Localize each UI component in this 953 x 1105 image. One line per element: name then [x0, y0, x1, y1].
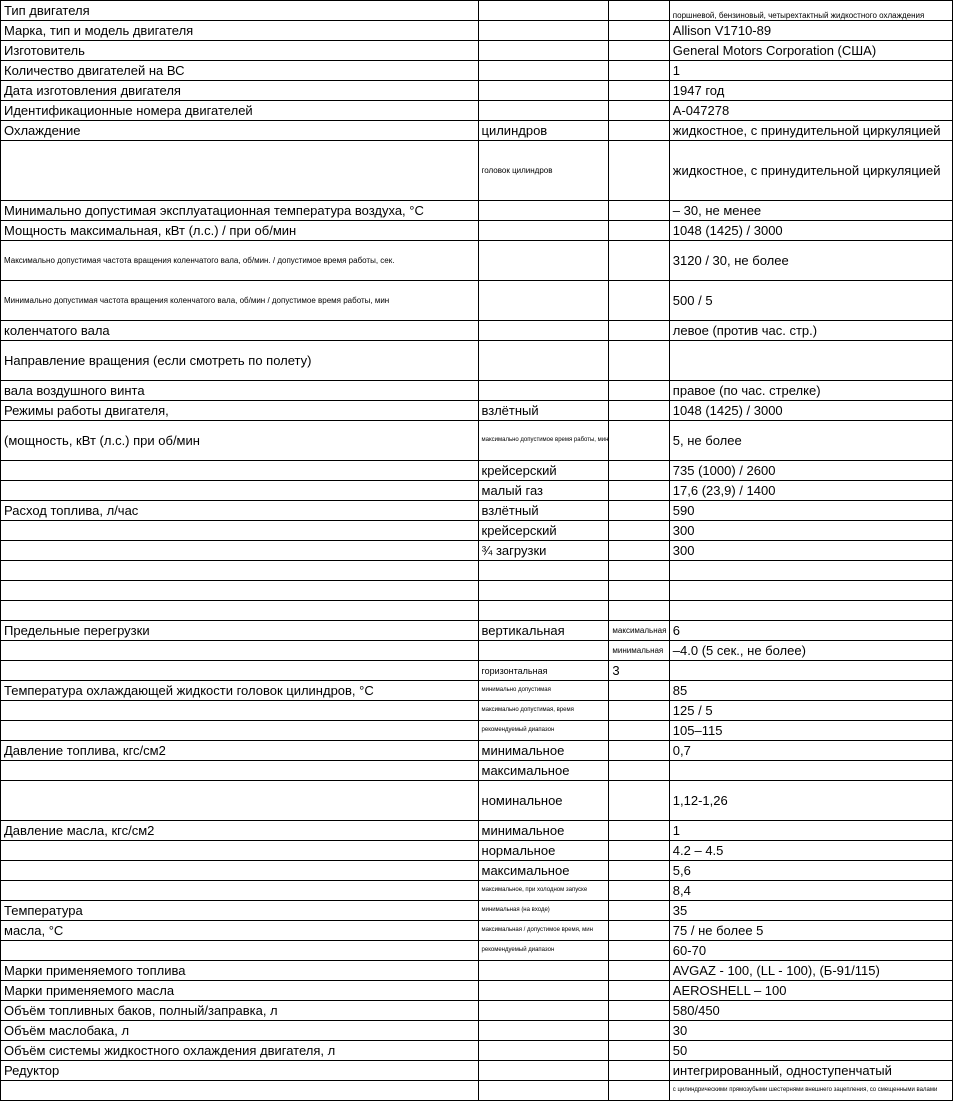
value-cell: 60-70	[669, 941, 952, 961]
sub-label-cell: взлётный	[478, 501, 609, 521]
label-cell: Объём системы жидкостного охлаждения двигателя, л	[1, 1041, 479, 1061]
mode-cell	[609, 221, 669, 241]
mode-cell	[609, 841, 669, 861]
value-cell: AVGAZ - 100, (LL - 100), (Б-91/115)	[669, 961, 952, 981]
value-cell: правое (по час. стрелке)	[669, 381, 952, 401]
label-cell	[1, 481, 479, 501]
label-cell: Количество двигателей на ВС	[1, 61, 479, 81]
spec-row	[1, 841, 953, 861]
label-cell: Охлаждение	[1, 121, 479, 141]
mode-cell	[609, 741, 669, 761]
mode-cell	[609, 421, 669, 461]
spec-row	[1, 721, 953, 741]
mode-cell	[609, 1001, 669, 1021]
spec-row	[1, 981, 953, 1001]
sub-label-cell: головок цилиндров	[478, 141, 609, 201]
spec-row	[1, 501, 953, 521]
label-cell: Расход топлива, л/час	[1, 501, 479, 521]
spec-row	[1, 141, 953, 201]
label-cell: (мощность, кВт (л.с.) при об/мин	[1, 421, 479, 461]
mode-cell	[609, 941, 669, 961]
label-cell: Мощность максимальная, кВт (л.с.) / при об/мин	[1, 221, 479, 241]
sub-label-cell	[478, 1081, 609, 1101]
label-cell: Температура охлаждающей жидкости головок цилиндров, °С	[1, 681, 479, 701]
mode-cell	[609, 381, 669, 401]
label-cell: Минимально допустимая частота вращения коленчатого вала, об/мин / допустимое время работы, мин	[1, 281, 479, 321]
label-cell	[1, 761, 479, 781]
label-cell	[1, 781, 479, 821]
mode-cell	[609, 61, 669, 81]
value-cell	[669, 661, 952, 681]
sub-label-cell: рекомендуемый диапазон	[478, 721, 609, 741]
sub-label-cell	[478, 321, 609, 341]
sub-label-cell: минимально допустимая	[478, 681, 609, 701]
label-cell	[1, 881, 479, 901]
value-cell: 300	[669, 521, 952, 541]
value-cell: 1	[669, 61, 952, 81]
spec-row	[1, 581, 953, 601]
spec-row	[1, 41, 953, 61]
value-cell	[669, 561, 952, 581]
spec-row	[1, 921, 953, 941]
mode-cell	[609, 981, 669, 1001]
mode-cell	[609, 121, 669, 141]
spec-row	[1, 781, 953, 821]
value-cell: 500 / 5	[669, 281, 952, 321]
sub-label-cell	[478, 81, 609, 101]
value-cell: 5,6	[669, 861, 952, 881]
spec-row	[1, 601, 953, 621]
sub-label-cell: вертикальная	[478, 621, 609, 641]
spec-row	[1, 341, 953, 381]
label-cell: вала воздушного винта	[1, 381, 479, 401]
value-cell: с цилиндрическими прямозубыми шестернями внешнего зацепления, со смещенными валами	[669, 1081, 952, 1101]
mode-cell	[609, 861, 669, 881]
mode-cell	[609, 81, 669, 101]
value-cell: 3120 / 30, не более	[669, 241, 952, 281]
sub-label-cell: крейсерский	[478, 521, 609, 541]
value-cell: –4.0 (5 сек., не более)	[669, 641, 952, 661]
mode-cell	[609, 701, 669, 721]
sub-label-cell	[478, 581, 609, 601]
label-cell	[1, 641, 479, 661]
spec-row	[1, 1041, 953, 1061]
label-cell	[1, 141, 479, 201]
value-cell: левое (против час. стр.)	[669, 321, 952, 341]
spec-row	[1, 1, 953, 21]
sub-label-cell	[478, 1021, 609, 1041]
mode-cell	[609, 961, 669, 981]
value-cell	[669, 341, 952, 381]
value-cell: Allison V1710-89	[669, 21, 952, 41]
value-cell: AEROSHELL – 100	[669, 981, 952, 1001]
spec-row	[1, 481, 953, 501]
sub-label-cell: минимальное	[478, 821, 609, 841]
value-cell: 35	[669, 901, 952, 921]
label-cell: Тип двигателя	[1, 1, 479, 21]
value-cell: 75 / не более 5	[669, 921, 952, 941]
spec-row	[1, 1061, 953, 1081]
label-cell: Температура	[1, 901, 479, 921]
sub-label-cell	[478, 1001, 609, 1021]
sub-label-cell	[478, 601, 609, 621]
value-cell: 8,4	[669, 881, 952, 901]
label-cell: Изготовитель	[1, 41, 479, 61]
mode-cell	[609, 1061, 669, 1081]
value-cell: 50	[669, 1041, 952, 1061]
value-cell: 735 (1000) / 2600	[669, 461, 952, 481]
value-cell: 105–115	[669, 721, 952, 741]
value-cell: интегрированный, одноступенчатый	[669, 1061, 952, 1081]
value-cell: поршневой, бензиновый, четырехтактный жидкостного охлаждения	[669, 1, 952, 21]
label-cell: коленчатого вала	[1, 321, 479, 341]
mode-cell	[609, 241, 669, 281]
label-cell: масла, °С	[1, 921, 479, 941]
sub-label-cell: минимальное	[478, 741, 609, 761]
value-cell: А-047278	[669, 101, 952, 121]
spec-row	[1, 281, 953, 321]
sub-label-cell	[478, 1041, 609, 1061]
spec-row	[1, 1081, 953, 1101]
spec-row	[1, 321, 953, 341]
sub-label-cell	[478, 41, 609, 61]
sub-label-cell	[478, 101, 609, 121]
value-cell: 1947 год	[669, 81, 952, 101]
label-cell	[1, 721, 479, 741]
spec-row	[1, 881, 953, 901]
spec-row	[1, 241, 953, 281]
mode-cell	[609, 401, 669, 421]
value-cell: жидкостное, с принудительной циркуляцией	[669, 121, 952, 141]
label-cell	[1, 461, 479, 481]
mode-cell	[609, 601, 669, 621]
value-cell: жидкостное, с принудительной циркуляцией	[669, 141, 952, 201]
value-cell: – 30, не менее	[669, 201, 952, 221]
sub-label-cell: малый газ	[478, 481, 609, 501]
value-cell: 85	[669, 681, 952, 701]
value-cell: 30	[669, 1021, 952, 1041]
value-cell: 6	[669, 621, 952, 641]
label-cell: Редуктор	[1, 1061, 479, 1081]
spec-row	[1, 121, 953, 141]
mode-cell	[609, 101, 669, 121]
sub-label-cell: максимально допустимое время работы, мин	[478, 421, 609, 461]
sub-label-cell	[478, 961, 609, 981]
label-cell: Максимально допустимая частота вращения коленчатого вала, об/мин. / допустимое время работы, сек.	[1, 241, 479, 281]
sub-label-cell	[478, 341, 609, 381]
value-cell: 300	[669, 541, 952, 561]
label-cell: Марки применяемого масла	[1, 981, 479, 1001]
mode-cell	[609, 201, 669, 221]
spec-row	[1, 1001, 953, 1021]
label-cell	[1, 1081, 479, 1101]
sub-label-cell: ¾ загрузки	[478, 541, 609, 561]
value-cell: 0,7	[669, 741, 952, 761]
label-cell	[1, 521, 479, 541]
sub-label-cell: крейсерский	[478, 461, 609, 481]
value-cell: 590	[669, 501, 952, 521]
sub-label-cell: максимальное	[478, 761, 609, 781]
label-cell: Объём маслобака, л	[1, 1021, 479, 1041]
sub-label-cell: максимальное	[478, 861, 609, 881]
mode-cell	[609, 141, 669, 201]
label-cell: Режимы работы двигателя,	[1, 401, 479, 421]
value-cell: 125 / 5	[669, 701, 952, 721]
spec-row	[1, 901, 953, 921]
mode-cell	[609, 481, 669, 501]
label-cell	[1, 841, 479, 861]
label-cell	[1, 941, 479, 961]
label-cell: Марка, тип и модель двигателя	[1, 21, 479, 41]
spec-row	[1, 21, 953, 41]
label-cell	[1, 541, 479, 561]
mode-cell	[609, 821, 669, 841]
label-cell	[1, 701, 479, 721]
sub-label-cell	[478, 641, 609, 661]
mode-cell	[609, 1081, 669, 1101]
mode-cell	[609, 541, 669, 561]
sub-label-cell	[478, 981, 609, 1001]
label-cell: Давление топлива, кгс/см2	[1, 741, 479, 761]
spec-row	[1, 81, 953, 101]
value-cell: 1048 (1425) / 3000	[669, 401, 952, 421]
label-cell: Дата изготовления двигателя	[1, 81, 479, 101]
sub-label-cell: номинальное	[478, 781, 609, 821]
spec-row	[1, 541, 953, 561]
value-cell: 1	[669, 821, 952, 841]
label-cell: Идентификационные номера двигателей	[1, 101, 479, 121]
spec-row	[1, 61, 953, 81]
value-cell: 1,12-1,26	[669, 781, 952, 821]
label-cell	[1, 661, 479, 681]
sub-label-cell: рекомендуемый диапазон	[478, 941, 609, 961]
spec-row	[1, 941, 953, 961]
sub-label-cell: максимальная / допустимое время, мин	[478, 921, 609, 941]
value-cell: 580/450	[669, 1001, 952, 1021]
spec-row	[1, 621, 953, 641]
mode-cell	[609, 761, 669, 781]
sub-label-cell	[478, 221, 609, 241]
sub-label-cell: максимальное, при холодном запуске	[478, 881, 609, 901]
spec-row	[1, 961, 953, 981]
mode-cell	[609, 521, 669, 541]
spec-row	[1, 221, 953, 241]
engine-spec-table-body	[1, 1, 953, 1101]
sub-label-cell	[478, 241, 609, 281]
spec-row	[1, 101, 953, 121]
mode-cell	[609, 921, 669, 941]
value-cell: 5, не более	[669, 421, 952, 461]
mode-cell	[609, 501, 669, 521]
spec-row	[1, 1021, 953, 1041]
value-cell	[669, 601, 952, 621]
value-cell	[669, 581, 952, 601]
mode-cell	[609, 1041, 669, 1061]
sub-label-cell	[478, 201, 609, 221]
sub-label-cell	[478, 561, 609, 581]
sub-label-cell: минимальная (на входе)	[478, 901, 609, 921]
value-cell	[669, 761, 952, 781]
mode-cell	[609, 561, 669, 581]
value-cell: 1048 (1425) / 3000	[669, 221, 952, 241]
sub-label-cell	[478, 281, 609, 321]
value-cell: General Motors Corporation (США)	[669, 41, 952, 61]
spec-row	[1, 661, 953, 681]
label-cell: Минимально допустимая эксплуатационная температура воздуха, °С	[1, 201, 479, 221]
label-cell	[1, 601, 479, 621]
mode-cell	[609, 681, 669, 701]
value-cell: 4.2 – 4.5	[669, 841, 952, 861]
label-cell: Предельные перегрузки	[1, 621, 479, 641]
spec-row	[1, 761, 953, 781]
mode-cell	[609, 321, 669, 341]
sub-label-cell: максимально допустимая, время	[478, 701, 609, 721]
mode-cell	[609, 21, 669, 41]
spec-row	[1, 461, 953, 481]
mode-cell	[609, 581, 669, 601]
spec-row	[1, 861, 953, 881]
mode-cell	[609, 341, 669, 381]
sub-label-cell	[478, 1, 609, 21]
spec-row	[1, 641, 953, 661]
mode-cell	[609, 721, 669, 741]
sub-label-cell: взлётный	[478, 401, 609, 421]
mode-cell	[609, 1, 669, 21]
label-cell: Направление вращения (если смотреть по полету)	[1, 341, 479, 381]
spec-row	[1, 201, 953, 221]
sub-label-cell: горизонтальная	[478, 661, 609, 681]
label-cell: Давление масла, кгс/см2	[1, 821, 479, 841]
spec-row	[1, 821, 953, 841]
spec-row	[1, 401, 953, 421]
label-cell	[1, 581, 479, 601]
spec-row	[1, 521, 953, 541]
value-cell: 17,6 (23,9) / 1400	[669, 481, 952, 501]
mode-cell: минимальная	[609, 641, 669, 661]
sub-label-cell: цилиндров	[478, 121, 609, 141]
sub-label-cell	[478, 21, 609, 41]
sub-label-cell: нормальное	[478, 841, 609, 861]
spec-row	[1, 741, 953, 761]
label-cell: Марки применяемого топлива	[1, 961, 479, 981]
label-cell	[1, 561, 479, 581]
spec-row	[1, 381, 953, 401]
mode-cell: максимальная	[609, 621, 669, 641]
label-cell	[1, 861, 479, 881]
mode-cell: 3	[609, 661, 669, 681]
mode-cell	[609, 901, 669, 921]
label-cell: Объём топливных баков, полный/заправка, л	[1, 1001, 479, 1021]
spec-row	[1, 561, 953, 581]
spec-row	[1, 701, 953, 721]
mode-cell	[609, 1021, 669, 1041]
mode-cell	[609, 881, 669, 901]
mode-cell	[609, 281, 669, 321]
spec-row	[1, 421, 953, 461]
sub-label-cell	[478, 1061, 609, 1081]
sub-label-cell	[478, 61, 609, 81]
mode-cell	[609, 781, 669, 821]
spec-row	[1, 681, 953, 701]
mode-cell	[609, 41, 669, 61]
mode-cell	[609, 461, 669, 481]
sub-label-cell	[478, 381, 609, 401]
